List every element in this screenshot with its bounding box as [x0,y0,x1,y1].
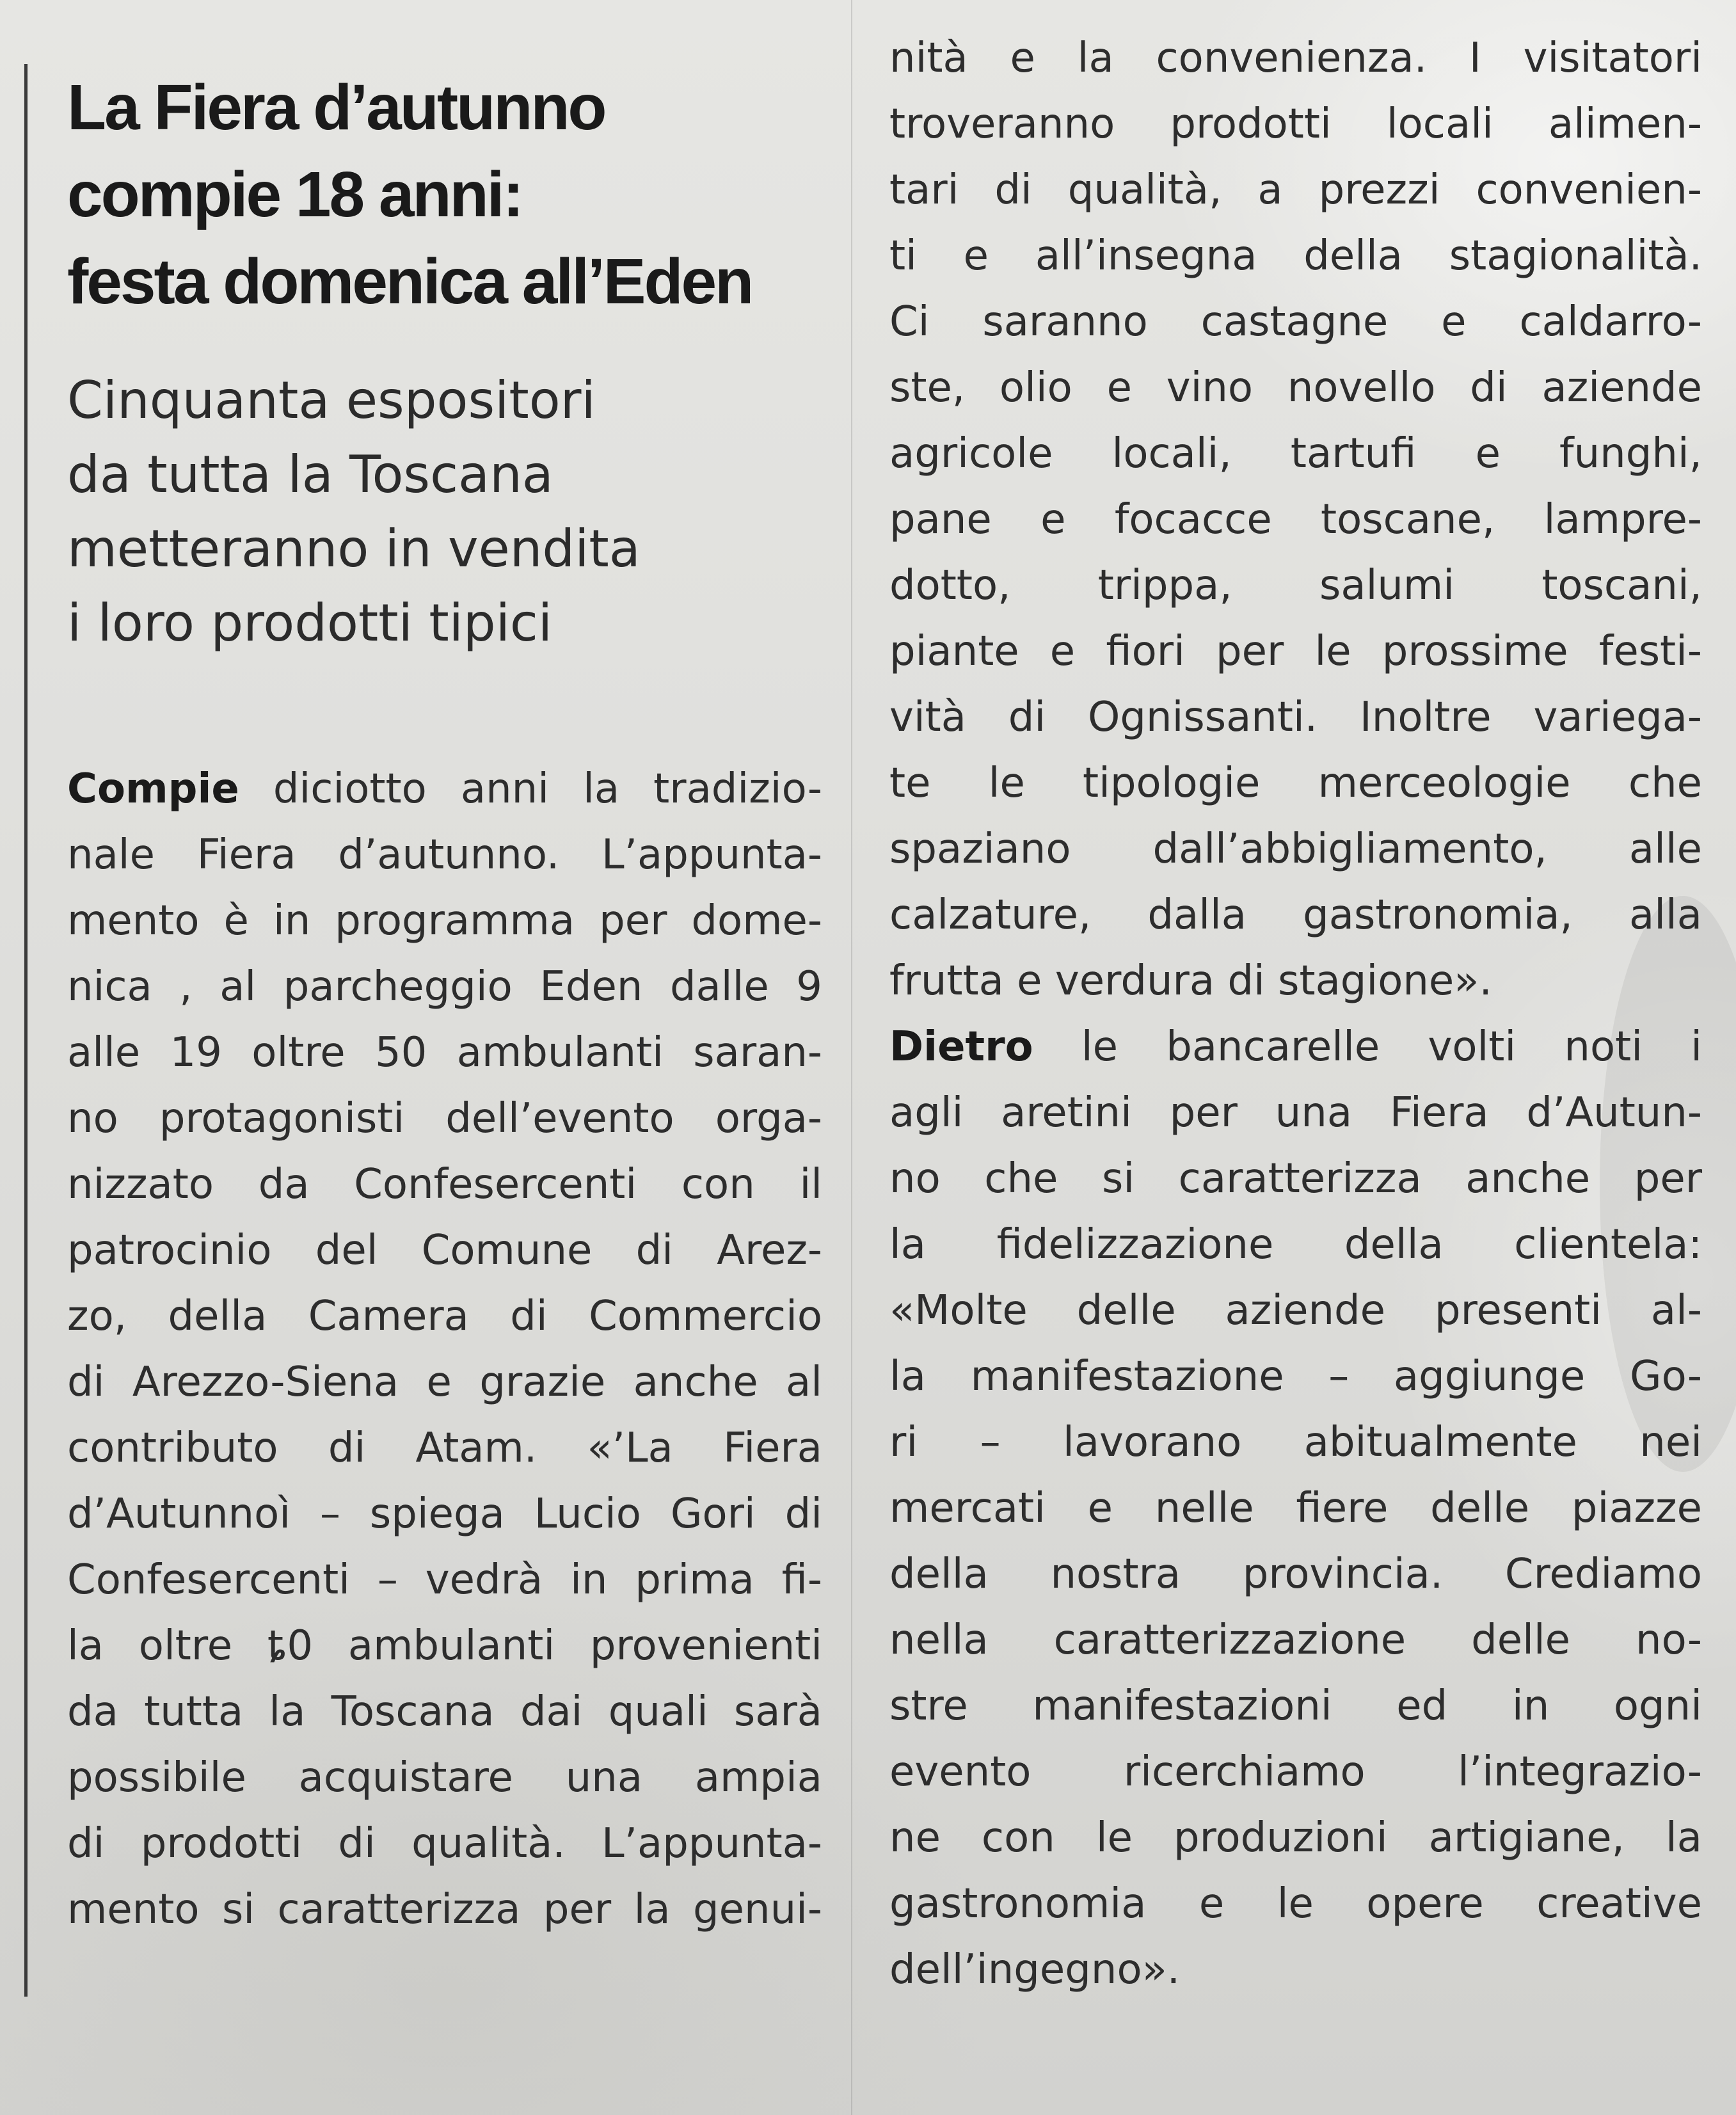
paper-fold [851,0,852,2115]
body-line: della nostra provincia. Crediamo [889,1551,1702,1598]
headline [67,64,822,325]
body-line: patrocinio del Comune di Arez- [67,1227,822,1274]
body-line: evento ricerchiamo l’integrazio- [889,1748,1702,1796]
subheadline-line: Cinquanta espositori [67,371,596,430]
body-line: ste, olio e vino novello di aziende [889,364,1702,411]
body-line: tari di qualità, a prezzi convenien- [889,166,1702,214]
body-line: nica , al parcheggio Eden dalle 9 [67,963,822,1010]
body-line: da tutta la Toscana dai quali sarà [67,1688,822,1736]
body-line: la manifestazione – aggiunge Go- [889,1353,1702,1400]
subheadline-line: i loro prodotti tipici [67,593,553,653]
body-line: no che si caratterizza anche per [889,1155,1702,1202]
lead-line-rest: diciotto anni la tradizio- [239,765,822,813]
body-line: stre manifestazioni ed in ogni [889,1682,1702,1730]
body-line: no protagonisti dell’evento orga- [67,1095,822,1142]
article-body-left [67,756,822,1943]
subheadline [67,363,822,660]
body-line: di prodotti di qualità. L’appunta- [67,1820,822,1867]
body-line: dell’ingegno». [889,1946,1181,1993]
body-line: ti e all’insegna della stagionalità. [889,232,1702,280]
body-line: frutta e verdura di stagione». [889,957,1492,1005]
lead-line-rest: le bancarelle volti noti i [1033,1023,1702,1071]
article-body-right [889,26,1702,2003]
body-line [889,1014,1702,1080]
body-line: nale Fiera d’autunno. L’appunta- [67,831,822,879]
body-line: Confesercenti – vedrà in prima fi- [67,1556,822,1604]
headline-line: festa domenica all’Eden [67,246,753,317]
body-line: nella caratterizzazione delle no- [889,1616,1702,1664]
body-line: troveranno prodotti locali alimen- [889,100,1702,148]
body-line [67,756,822,822]
body-line: piante e fiori per le prossime festi- [889,628,1702,675]
body-line: «Molte delle aziende presenti al- [889,1287,1702,1334]
body-line: mercati e nelle fiere delle piazze [889,1485,1702,1532]
body-line: la fidelizzazione della clientela: [889,1221,1702,1268]
body-line: d’Autunnoì – spiega Lucio Gori di [67,1490,822,1538]
body-line: pane e focacce toscane, lampre- [889,496,1702,543]
body-line: te le tipologie merceologie che [889,760,1702,807]
body-line: spaziano dall’abbigliamento, alle [889,826,1702,873]
body-line: dotto, trippa, salumi toscani, [889,562,1702,609]
right-column [889,26,1702,2003]
subheadline-line: metteranno in vendita [67,519,641,579]
body-line: zo, della Camera di Commercio [67,1293,822,1340]
body-line: mento è in programma per dome- [67,897,822,945]
body-line: agli aretini per una Fiera d’Autun- [889,1089,1702,1137]
lead-word: Dietro [889,1023,1033,1071]
body-line: vità di Ognissanti. Inoltre variega- [889,694,1702,741]
subheadline-line: da tutta la Toscana [67,445,553,504]
body-line: mento si caratterizza per la genui- [67,1886,822,1933]
body-line: calzature, dalla gastronomia, alla [889,891,1702,939]
headline-line: compie 18 anni: [67,159,522,230]
body-line: contributo di Atam. «’La Fiera [67,1425,822,1472]
body-line: nizzato da Confesercenti con il [67,1161,822,1208]
body-line: ne con le produzioni artigiane, la [889,1814,1702,1862]
body-line: ri – lavorano abitualmente nei [889,1419,1702,1466]
headline-line: La Fiera d’autunno [67,72,605,143]
body-line: di Arezzo-Siena e grazie anche al [67,1359,822,1406]
body-line: nità e la convenienza. I visitatori [889,35,1702,82]
body-line: la oltre ȶ0 ambulanti provenienti [67,1622,822,1670]
body-line: possibile acquistare una ampia [67,1754,822,1801]
body-line: agricole locali, tartufi e funghi, [889,430,1702,477]
body-line: gastronomia e le opere creative [889,1880,1702,1927]
body-line: alle 19 oltre 50 ambulanti saran- [67,1029,822,1076]
body-line: Ci saranno castagne e caldarro- [889,298,1702,346]
left-column [67,64,822,1943]
lead-word: Compie [67,765,239,813]
column-rule [24,64,28,1997]
